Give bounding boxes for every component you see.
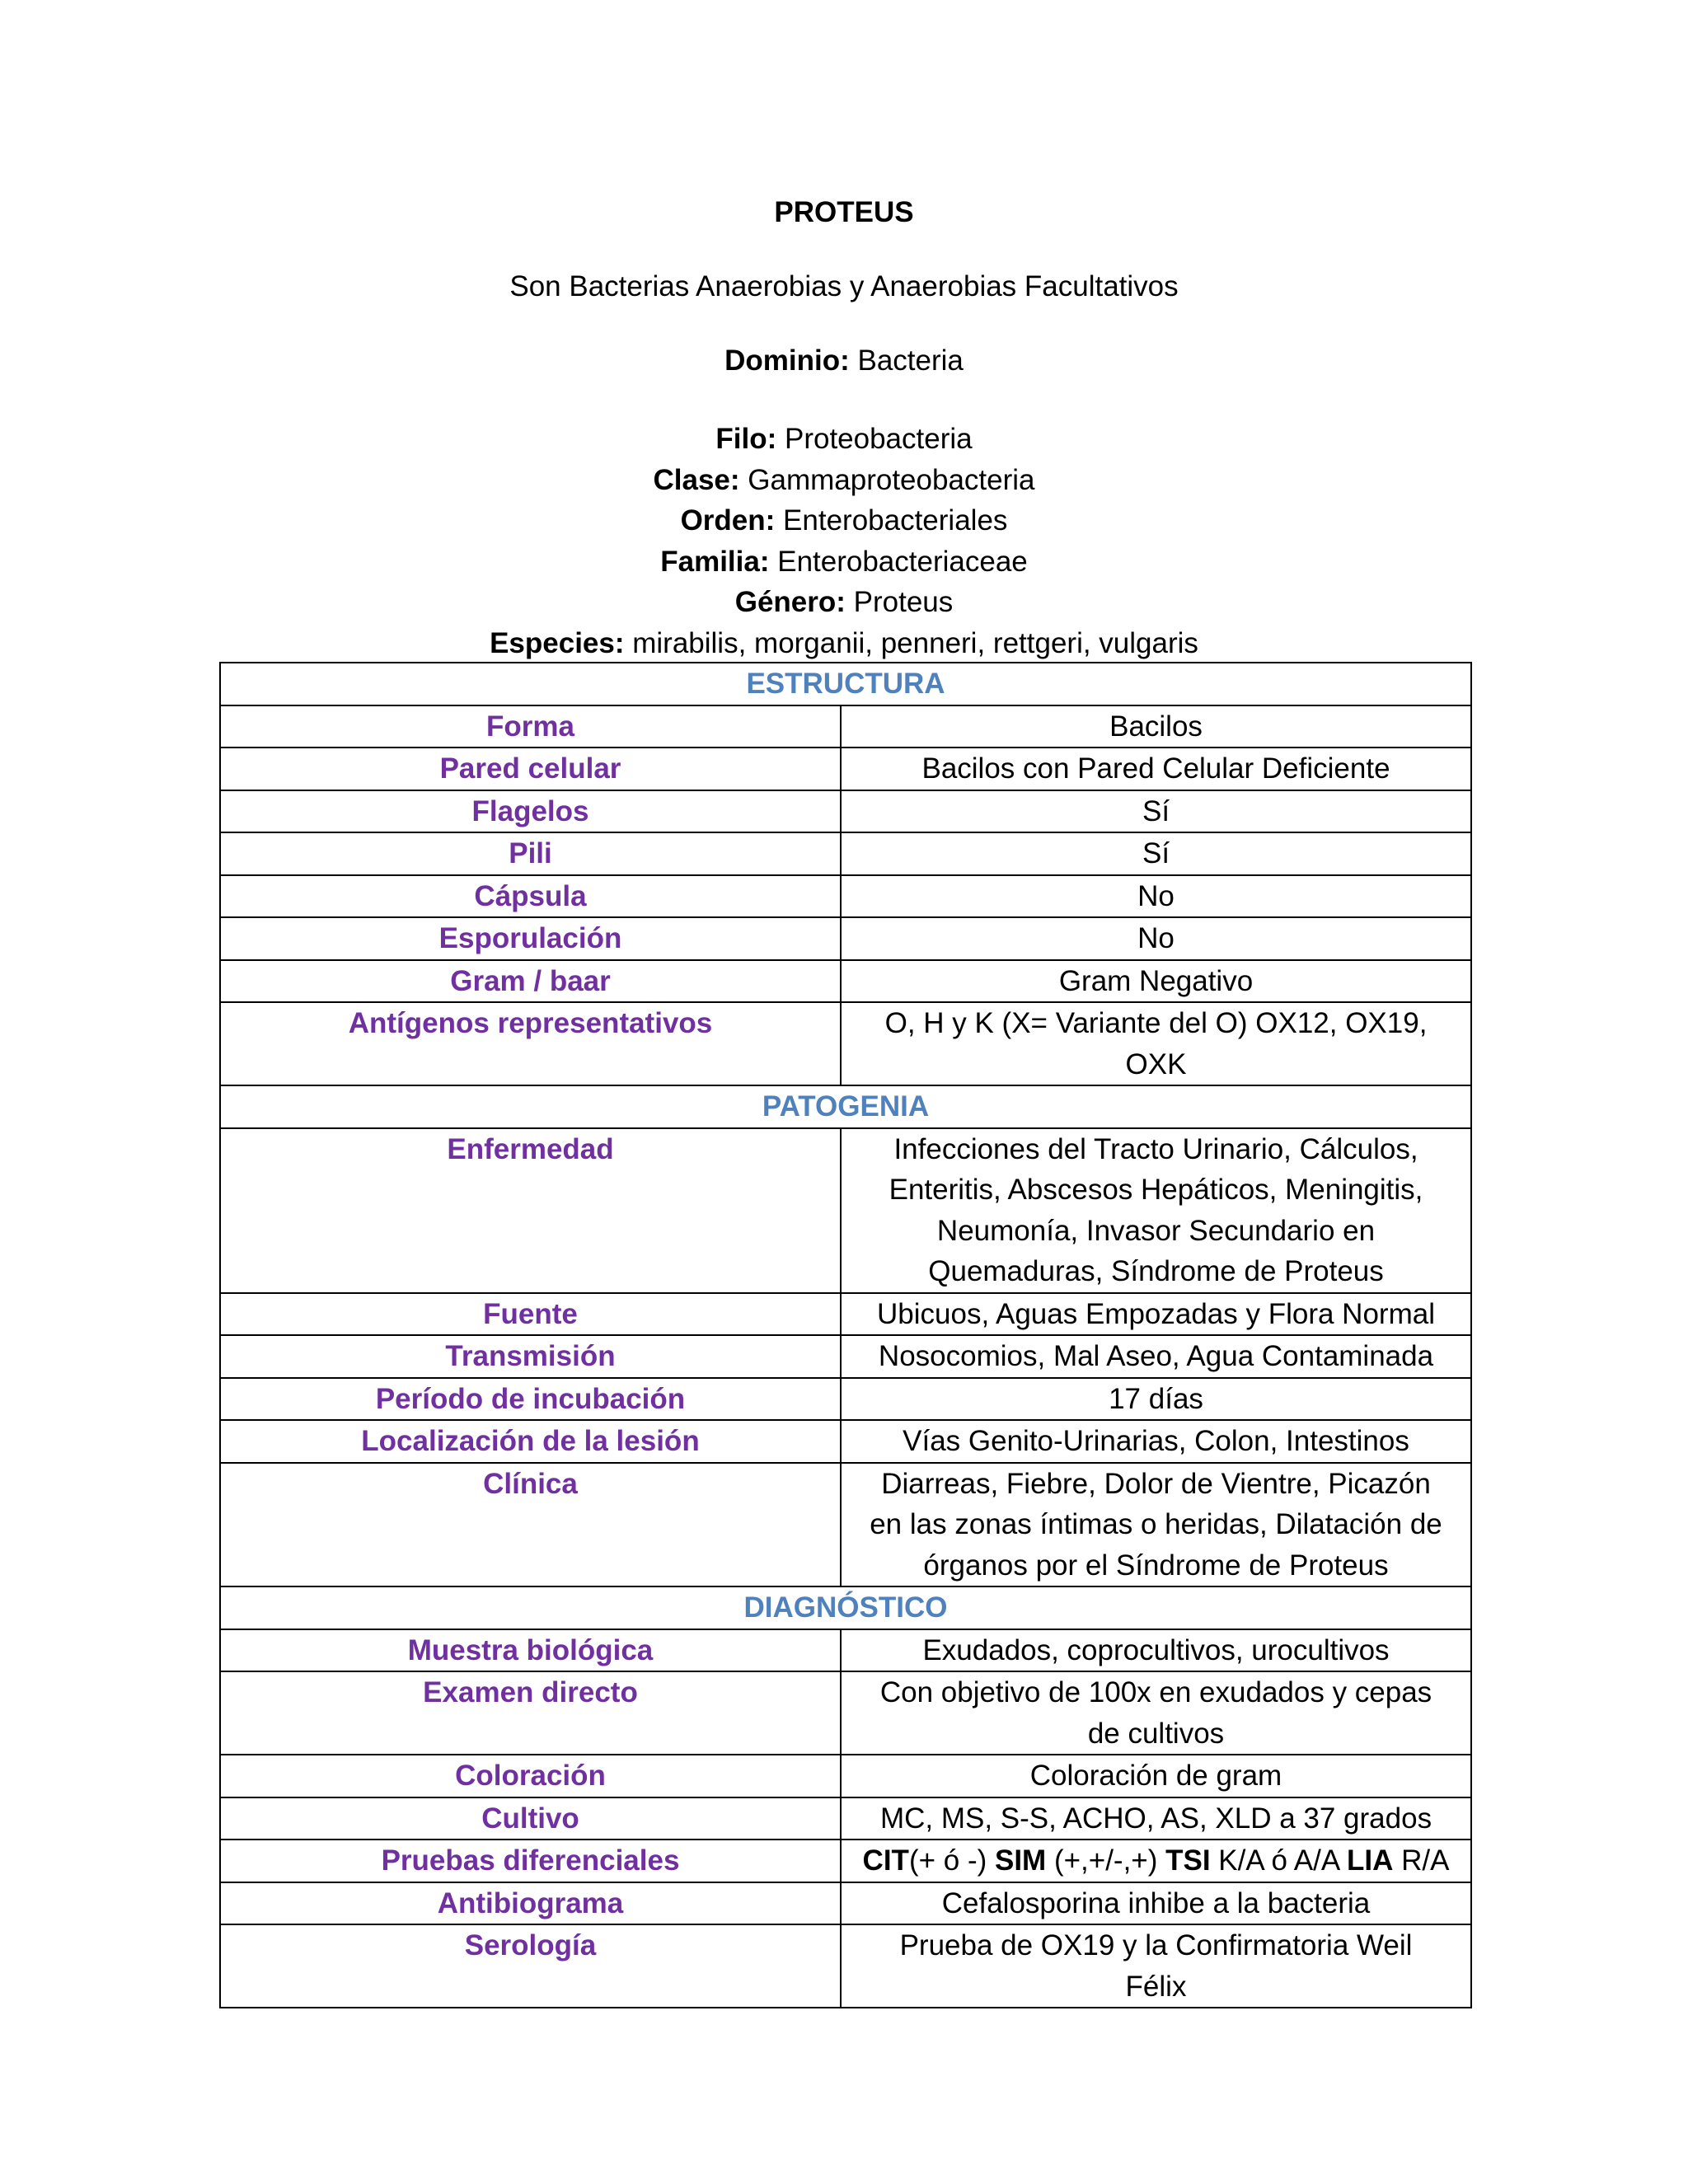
taxonomy-value: Proteobacteria: [776, 423, 973, 455]
taxonomy-label: Especies:: [490, 626, 625, 659]
row-label: Período de incubación: [220, 1378, 841, 1421]
value-line: órganos por el Síndrome de Proteus: [923, 1549, 1389, 1582]
row-value: No: [841, 917, 1471, 960]
table-row: [220, 960, 1471, 1003]
value-line: Neumonía, Invasor Secundario en: [936, 1214, 1376, 1247]
value-line: Prueba de OX19 y la Confirmatoria Weil: [899, 1929, 1413, 1961]
table-row: [220, 1924, 1471, 2008]
table-row: [220, 705, 1471, 748]
row-value: [841, 1002, 1471, 1085]
row-label: Muestra biológica: [220, 1629, 841, 1672]
value-line: Enteritis, Abscesos Hepáticos, Meningitis,: [889, 1174, 1423, 1206]
table-row: [220, 1128, 1471, 1293]
row-label: Antibiograma: [220, 1882, 841, 1925]
row-label: Esporulación: [220, 917, 841, 960]
table-row: [220, 1755, 1471, 1797]
section-row-patogenia: [220, 1085, 1471, 1128]
taxonomy-label: Filo:: [715, 423, 777, 455]
row-label: Transmisión: [220, 1335, 841, 1378]
document-subtitle: Son Bacterias Anaerobias y Anaerobias Facultativos: [509, 270, 1179, 302]
taxonomy-orden: [0, 500, 1688, 541]
row-value: Exudados, coprocultivos, urocultivos: [841, 1629, 1471, 1672]
row-value: 17 días: [841, 1378, 1471, 1421]
row-value: Cefalosporina inhibe a la bacteria: [841, 1882, 1471, 1925]
taxonomy-label: Familia:: [660, 545, 770, 578]
value-line: Quemaduras, Síndrome de Proteus: [928, 1255, 1384, 1287]
value-line: en las zonas íntimas o heridas, Dilatación de: [870, 1508, 1442, 1540]
taxonomy-dominio: [0, 344, 1688, 377]
table-row: [220, 875, 1471, 918]
table-row: [220, 1420, 1471, 1463]
table-row: [220, 1840, 1471, 1882]
row-value: Coloración de gram: [841, 1755, 1471, 1797]
test-result: (+,+/-,+): [1046, 1844, 1166, 1877]
table-row: [220, 1335, 1471, 1378]
info-table: [219, 662, 1472, 2008]
table-row: [220, 832, 1471, 875]
test-result: (+ ó -): [908, 1844, 995, 1877]
value-line: Con objetivo de 100x en exudados y cepas: [879, 1676, 1432, 1708]
row-label: Flagelos: [220, 790, 841, 833]
row-value: [841, 1924, 1471, 2008]
taxonomy-value: mirabilis, morganii, penneri, rettgeri, vulgaris: [624, 626, 1198, 659]
row-label: Cápsula: [220, 875, 841, 918]
section-heading-diagnostico: DIAGNÓSTICO: [220, 1586, 1471, 1629]
row-label: Coloración: [220, 1755, 841, 1797]
taxonomy-value: Bacteria: [849, 344, 964, 377]
row-label: Localización de la lesión: [220, 1420, 841, 1463]
taxonomy-label: Dominio:: [724, 344, 850, 377]
taxonomy-familia: [0, 541, 1688, 583]
row-label: Fuente: [220, 1293, 841, 1336]
value-line: de cultivos: [1087, 1717, 1225, 1750]
row-value: [841, 1840, 1471, 1882]
row-value: Gram Negativo: [841, 960, 1471, 1003]
row-value: [841, 1463, 1471, 1587]
table-row: [220, 1378, 1471, 1421]
row-value: [841, 1671, 1471, 1755]
test-name-lia: LIA: [1346, 1844, 1394, 1877]
table-row: [220, 1797, 1471, 1840]
taxonomy-especies: [0, 623, 1688, 664]
row-value: Sí: [841, 832, 1471, 875]
row-value: Bacilos con Pared Celular Deficiente: [841, 748, 1471, 790]
row-label: Serología: [220, 1924, 841, 2008]
test-result: K/A ó A/A: [1210, 1844, 1347, 1877]
table-row: [220, 1882, 1471, 1925]
table-row: [220, 1002, 1471, 1085]
row-label: Cultivo: [220, 1797, 841, 1840]
table-row: [220, 1293, 1471, 1336]
section-row-diagnostico: [220, 1586, 1471, 1629]
taxonomy-label: Orden:: [680, 504, 776, 537]
row-label: Pili: [220, 832, 841, 875]
row-label: Gram / baar: [220, 960, 841, 1003]
value-line: OXK: [1125, 1047, 1187, 1080]
table-row: [220, 1671, 1471, 1755]
row-value: No: [841, 875, 1471, 918]
section-heading-patogenia: PATOGENIA: [220, 1085, 1471, 1128]
row-label: Pared celular: [220, 748, 841, 790]
row-label: Clínica: [220, 1463, 841, 1587]
value-line: Diarreas, Fiebre, Dolor de Vientre, Picazón: [881, 1467, 1431, 1500]
row-label: Antígenos representativos: [220, 1002, 841, 1085]
test-name-sim: SIM: [994, 1844, 1047, 1877]
test-result: R/A: [1393, 1844, 1450, 1877]
row-value: Vías Genito-Urinarias, Colon, Intestinos: [841, 1420, 1471, 1463]
section-heading-estructura: ESTRUCTURA: [220, 663, 1471, 705]
row-value: Nosocomios, Mal Aseo, Agua Contaminada: [841, 1335, 1471, 1378]
table-row: [220, 790, 1471, 833]
value-line: Infecciones del Tracto Urinario, Cálculos,: [893, 1132, 1418, 1165]
taxonomy-value: Gammaproteobacteria: [739, 463, 1035, 496]
row-value: [841, 1128, 1471, 1293]
taxonomy-filo: [0, 419, 1688, 460]
row-value: MC, MS, S-S, ACHO, AS, XLD a 37 grados: [841, 1797, 1471, 1840]
row-label: Forma: [220, 705, 841, 748]
taxonomy-label: Clase:: [653, 463, 740, 496]
table-row: [220, 1463, 1471, 1587]
value-line: Félix: [1125, 1970, 1187, 2003]
taxonomy-genero: [0, 582, 1688, 623]
table-row: [220, 748, 1471, 790]
row-label: Examen directo: [220, 1671, 841, 1755]
test-name-tsi: TSI: [1165, 1844, 1211, 1877]
taxonomy-value: Enterobacteriales: [775, 504, 1008, 537]
row-value: Ubicuos, Aguas Empozadas y Flora Normal: [841, 1293, 1471, 1336]
taxonomy-clase: [0, 460, 1688, 501]
row-value: Bacilos: [841, 705, 1471, 748]
document-title: PROTEUS: [774, 196, 914, 228]
row-value: Sí: [841, 790, 1471, 833]
taxonomy-value: Proteus: [845, 586, 954, 618]
table-row: [220, 917, 1471, 960]
value-line: O, H y K (X= Variante del O) OX12, OX19,: [884, 1007, 1428, 1039]
taxonomy-value: Enterobacteriaceae: [769, 545, 1028, 578]
row-label: Enfermedad: [220, 1128, 841, 1293]
taxonomy-list: [0, 419, 1688, 663]
row-label: Pruebas diferenciales: [220, 1840, 841, 1882]
test-name-cit: CIT: [862, 1844, 909, 1877]
table-row: [220, 1629, 1471, 1672]
taxonomy-label: Género:: [734, 586, 846, 618]
section-row-estructura: [220, 663, 1471, 705]
